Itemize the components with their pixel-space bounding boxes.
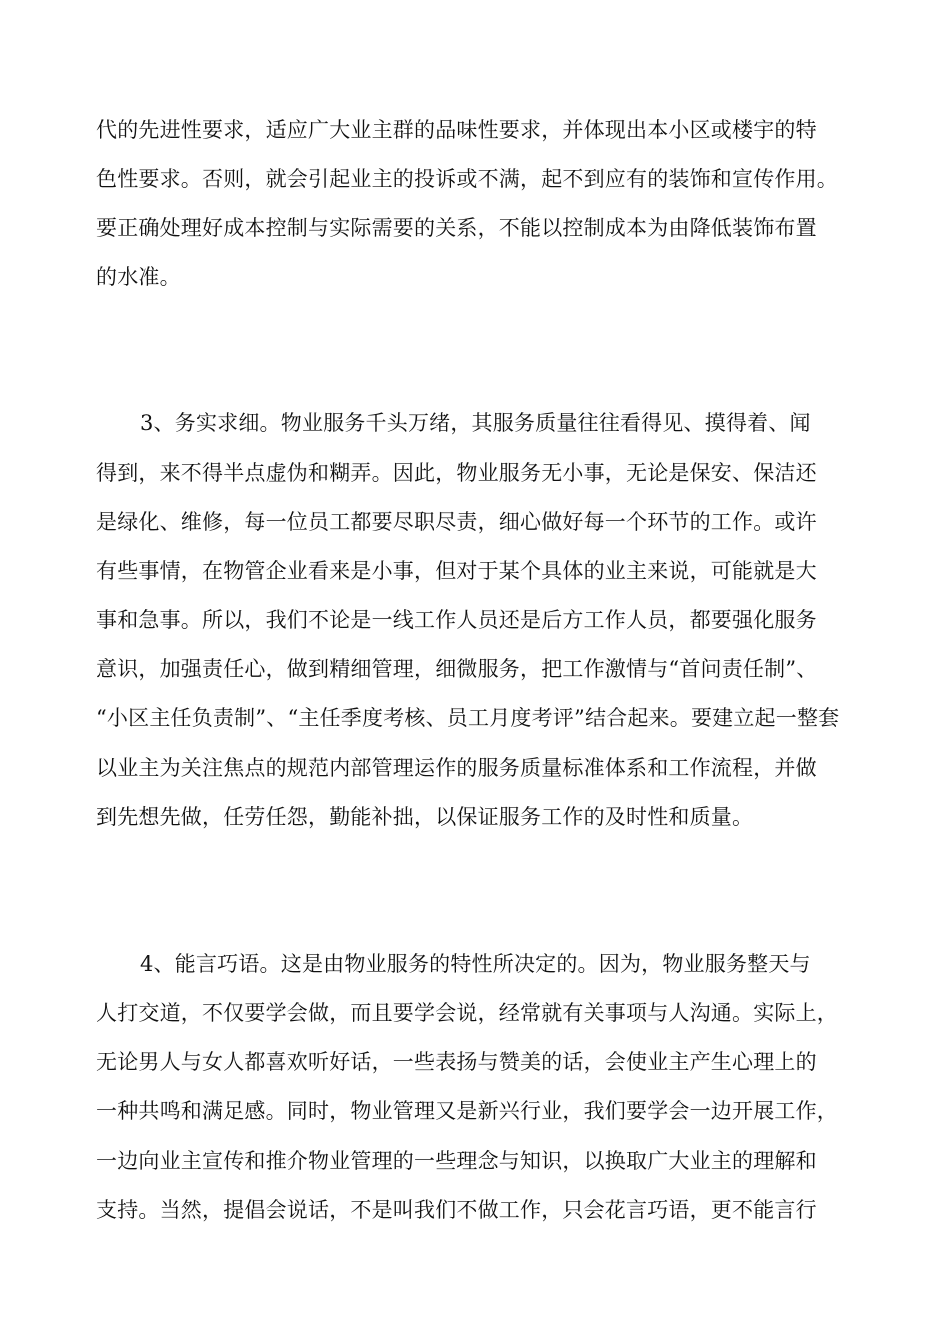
text-line: 事和急事。所以，我们不论是一线工作人员还是后方工作人员，都要强化服务 bbox=[96, 608, 817, 632]
text-line: “小区主任负责制”、“主任季度考核、员工月度考评”结合起来。要建立起一整套 bbox=[96, 706, 840, 730]
paragraph-first-line: 4、能言巧语。这是由物业服务的特性所决定的。因为，物业服务整天与 bbox=[140, 952, 811, 976]
text-line: 得到，来不得半点虚伪和糊弄。因此，物业服务无小事，无论是保安、保洁还 bbox=[96, 461, 817, 485]
text-line: 到先想先做，任劳任怨，勤能补拙，以保证服务工作的及时性和质量。 bbox=[96, 805, 754, 829]
text-line: 色性要求。否则，就会引起业主的投诉或不满，起不到应有的装饰和宣传作用。 bbox=[96, 167, 838, 191]
text-line: 支持。当然，提倡会说话，不是叫我们不做工作，只会花言巧语，更不能言行 bbox=[96, 1198, 817, 1222]
paragraph-first-line: 3、务实求细。物业服务千头万绪，其服务质量往往看得见、摸得着、闻 bbox=[140, 411, 811, 435]
text-line: 要正确处理好成本控制与实际需要的关系，不能以控制成本为由降低装饰布置 bbox=[96, 216, 817, 240]
text-line: 意识，加强责任心，做到精细管理，细微服务，把工作激情与“首问责任制”、 bbox=[96, 657, 818, 681]
text-line: 是绿化、维修，每一位员工都要尽职尽责，细心做好每一个环节的工作。或许 bbox=[96, 510, 817, 534]
text-line: 无论男人与女人都喜欢听好话，一些表扬与赞美的话，会使业主产生心理上的 bbox=[96, 1050, 817, 1074]
text-line: 一种共鸣和满足感。同时，物业管理又是新兴行业，我们要学会一边开展工作， bbox=[96, 1099, 838, 1123]
text-line: 代的先进性要求，适应广大业主群的品味性要求，并体现出本小区或楼宇的特 bbox=[96, 118, 817, 142]
text-line: 有些事情，在物管企业看来是小事，但对于某个具体的业主来说，可能就是大 bbox=[96, 559, 817, 583]
text-line: 的水准。 bbox=[96, 265, 181, 289]
text-line: 以业主为关注焦点的规范内部管理运作的服务质量标准体系和工作流程，并做 bbox=[96, 756, 817, 780]
text-line: 一边向业主宣传和推介物业管理的一些理念与知识，以换取广大业主的理解和 bbox=[96, 1149, 817, 1173]
text-line: 人打交道，不仅要学会做，而且要学会说，经常就有关事项与人沟通。实际上， bbox=[96, 1001, 838, 1025]
